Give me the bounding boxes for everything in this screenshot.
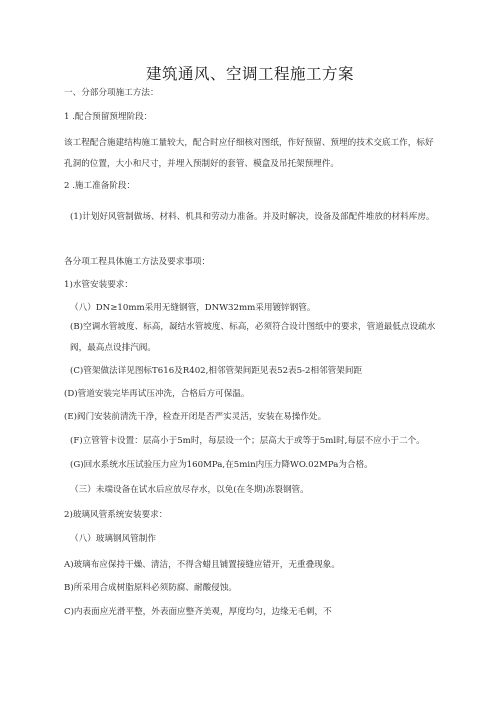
list-item: (C)管架做法详见图标T616及R402,相邻管架间距见表52表5-2相邻管架间距 xyxy=(70,366,363,376)
list-item: A)玻璃布应保持干燥、清洁，不得含蜡且铺置接缝应错开，无重叠现象。 xyxy=(64,560,340,570)
paragraph: (1)计划好风管制做场、材料、机具和劳动力准备。并及时解决，设备及部配件堆放的材料库房。 xyxy=(70,212,435,222)
list-item: B)所采用合成树脂原料必须防腐、耐酸侵蚀。 xyxy=(64,583,237,593)
paragraph: 该工程配合施建结构施工量较大，配合时应仔细核对图纸，作好预留、预埋的技术交底工作，标好孔洞的位置，大小和尺寸，并埋入预制好的套管、模盒及吊托架预埋件。 xyxy=(64,138,434,169)
list-item: （三）未端设备在试水后应放尽存水，以免(在冬期)冻裂钢管。 xyxy=(70,485,309,495)
subsection-heading: 1 .配合预留预埋阶段： xyxy=(64,112,153,122)
document-title: 建筑通风、空调工程施工方案 xyxy=(145,65,354,83)
section-heading: 各分项工程具体施工方法及要求事项： xyxy=(64,257,211,267)
list-item: (F)立管管卡设置：层高小于5m时，每层设一个；层高大于或等于5ml时,每层不应小于二个。 xyxy=(70,436,425,446)
list-item: (G)回水系统水压试验压力应为160MPa,在5min内压力降WO.02MPa为合格。 xyxy=(70,460,373,470)
list-item: （八）DN≥10mm采用无缝钢管，DNW32mm采用镀锌钢管。 xyxy=(70,303,316,313)
list-item: (B)空调水管坡度、标高，凝结水管坡度、标高，必须符合设计图纸中的要求，管道最低点设疏水阀，最高点设排汽阀。 xyxy=(70,322,436,353)
section-heading: 一、分部分项施工方法： xyxy=(64,88,159,98)
subsection-heading: 1)水管安装要求： xyxy=(64,280,133,290)
subsection-heading: 2)玻璃风管系统安装要求： xyxy=(64,510,168,520)
list-item: (E)阀门安装前清洗干净，检查开闭是否严实灵活，安装在易操作处。 xyxy=(64,412,327,422)
list-item: C)内表面应光滑平整，外表面应整齐美观，厚度均匀，边缘无毛刺，不 xyxy=(64,607,332,617)
list-item: （八）玻璃钢风管制作 xyxy=(70,534,156,544)
subsection-heading: 2 .施工准备阶段： xyxy=(64,181,136,191)
list-item: (D)管道安装完毕再试压冲洗，合格后方可保温。 xyxy=(64,389,250,399)
